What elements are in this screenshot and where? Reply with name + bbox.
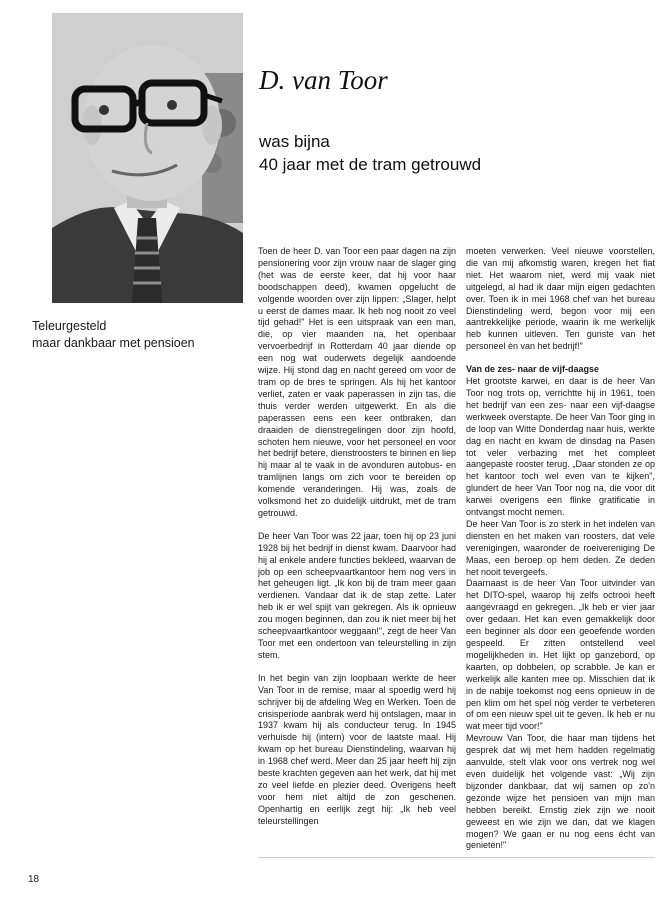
- paragraph: Daarnaast is de heer Van Toor uitvinder van het DITO-spel, waarop hij zelfs octrooi heeft aangevraagd en gekregen. „Ik heb er vier jaar over gedaan. Het kan even gemakkelijk door een beginner als door een geoefende worden gespeeld. Er zitten ontstellend veel mogelijkheden in. Het lijkt op ganzebord, op kaarten, op dobbelen, op scrabble. Je kan er werkelijk alle kanten mee op. Misschien dat ik in de nabije toekomst nog eens opnieuw in de pen klim om het spel nòg verder te verbeteren of om een nieuw spel uit te geven. Ik heb er nu wat meer tijd voor!": [466, 578, 655, 732]
- caption-line-2: maar dankbaar met pensioen: [32, 336, 195, 350]
- article-column-right: [466, 246, 655, 863]
- paragraph: In het begin van zijn loopbaan werkte de heer Van Toor in de remise, maar al spoedig werd hij schrijver bij de afdeling Weg en Werken. Toen de crisisperiode aanbrak werd hij ontslagen, maar in 1937 kwam hij als conducteur terug. In 1945 verhuisde hij (intern) voor de laatste maal. Hij kwam op het bureau Dienstindeling, waarvan hij in 1968 chef werd. Meer dan 25 jaar heeft hij zijn beste krachten gegeven aan het werk, dat hij met zo veel liefde en plezier deed. Overigens heeft voor hem niet altijd de zon geschenen. Openhartig en eerlijk zegt hij: „Ik heb veel teleurstellingen: [258, 672, 456, 826]
- paragraph: Het grootste karwei, en daar is de heer Van Toor nog trots op, verrichtte hij in 1961, toen het bedrijf van een zes- naar een vijf-daagse werkweek overstapte. De heer Van Toor ging in de loop van Witte Donderdag naar huis, werkte dag en nacht en kwam de dinsdag na Pasen tot veler verbazing met het compleet aangepaste rooster terug. „Daar stonden ze op het kantoor toch wel even van te kijken", glundert de heer Van Toor nog na, die voor dit karwei overigens een flinke gratificatie in ontvangst mocht nemen.: [466, 376, 655, 518]
- subhead-line-2: 40 jaar met de tram getrouwd: [259, 155, 482, 174]
- paragraph: De heer Van Toor is zo sterk in het indelen van diensten en het maken van roosters, dat vele verenigingen, waaronder de roeivereniging De Maas, een beroep op hem deden. Ze deden het nooit tevergeefs.: [466, 518, 655, 577]
- portrait-photo: [52, 13, 243, 303]
- subhead-line-1: was bijna: [259, 132, 330, 151]
- page-number: 18: [28, 874, 40, 885]
- caption-line-1: Teleurgesteld: [32, 319, 107, 333]
- paragraph: De heer Van Toor was 22 jaar, toen hij op 23 juni 1928 bij het bedrijf in dienst kwam. Daarvoor had hij al enkele andere functies bekleed, waarvan de job op een scheepvaartkantoor hem nog vers in het geheugen ligt. „Ik kon bij de tram meer gaan verdienen. Vandaar dat ik de stap zette. Later heb ik er wel spijt van gekregen. Als ik opnieuw zou mogen beginnen, dan zou ik niet meer bij het scheepvaartkantoor weggaan!", zegt de heer Van Toor met een ondertoon van teleurstelling in zijn stem.: [258, 530, 456, 660]
- footer-divider: [258, 857, 655, 858]
- article-headline: D. van Toor: [259, 65, 388, 95]
- paragraph: Mevrouw Van Toor, die haar man tijdens het gesprek dat wij met hem hadden regelmatig aanvulde, stelt vlak voor ons vertrek nog wel even duidelijk het volgende vast: „Wij zijn bijzonder dankbaar, dat wij samen op zo'n gezonde wijze het pensioen van mijn man hebben bereikt. Ernstig ziek zijn we nooit geweest en wie zijn we dan, dat we klagen mogen? We gaan er nu nog eens écht van genieten!": [466, 733, 655, 851]
- article-column-left: [258, 246, 456, 839]
- section-heading: Van de zes- naar de vijf-daagse: [466, 364, 600, 375]
- article-subheading: [259, 130, 481, 176]
- photo-caption: [32, 318, 247, 352]
- portrait-illustration: [52, 13, 243, 303]
- paragraph: moeten verwerken. Veel nieuwe voorstellen, die van mij afkomstig waren, kregen het fiat niet. Het waarom niet, werd mij vaak niet uitgelegd, al had ik daar mijn eigen gedachten over. Toen ik in mei 1968 chef van het bureau Dienstindeling werd, begon voor mij een aantrekkelijke periode, waarin ik me werkelijk heb kunnen uitleven. Ten gunste van het personeel èn van het bedrijf!": [466, 246, 655, 352]
- paragraph: Toen de heer D. van Toor een paar dagen na zijn pensionering voor zijn vrouw naar de slager ging (het was de eerste keer, dat hij voor haar boodschappen deed), kwamen opgelucht de volgende woorden over zijn lippen: „Slager, helpt u eerst de dames maar. Ik heb nog nooit zo veel tijd gehad!" Het is een uitspraak van een man, die, op vier maanden na, het openbaar vervoerbedrijf in Rotterdam 40 jaar diende op een nog wat ouderwets degelijk aandoende wijze. Hij stond dag en nacht gereed om voor de tram op de bres te springen. Als hij het kantoor verliet, zaten er vaak paperassen in zijn tas, die thuis verder werden uitgewerkt. En als die paperassen eens een keer ontbraken, dan draaiden de dienstregelingen door zijn hoofd, schoten hem nieuwe, voor het personeel en voor het bedrijf betere, dienstroosters te binnen en liep hij maar al te vaak in de avonduren autobus- en tramlijnen langs om zich voor te bereiden op komende veranderingen. Hij was, zoals de volksmond het zo duidelijk uitdrukt, met de tram getrouwd.: [258, 246, 456, 518]
